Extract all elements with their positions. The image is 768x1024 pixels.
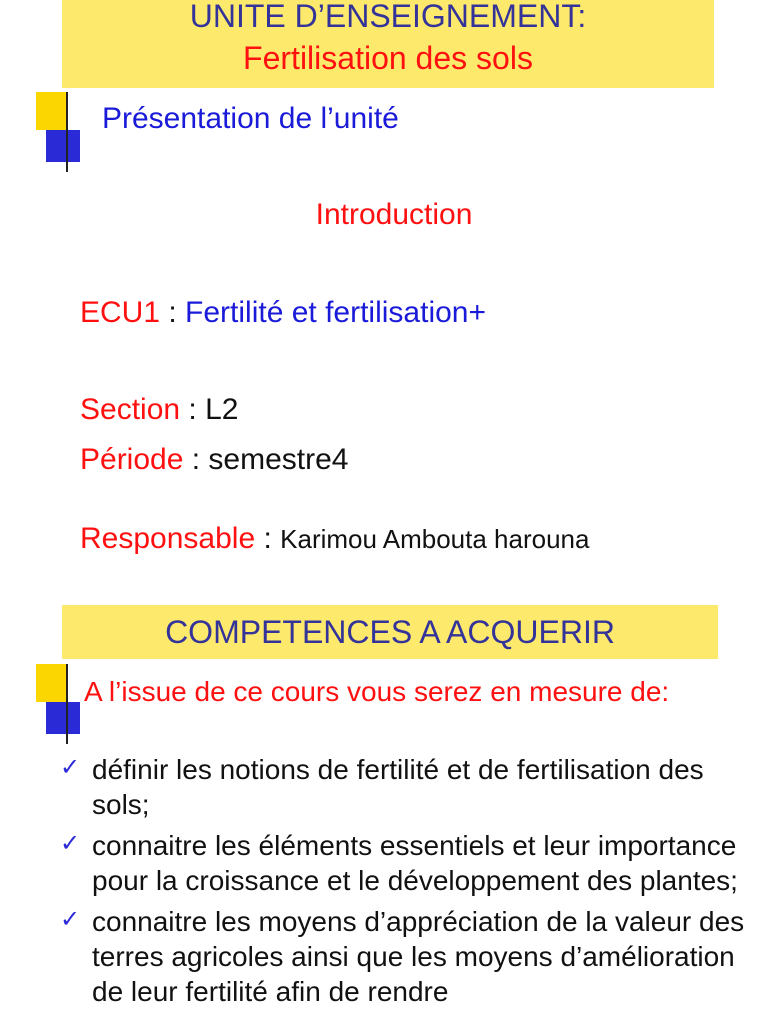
introduction-heading: Introduction	[315, 198, 473, 231]
section-label: Section	[80, 393, 181, 426]
ecu-row	[80, 296, 486, 330]
competences-banner	[62, 605, 718, 659]
yellow-square	[36, 92, 66, 130]
blue-square	[46, 130, 80, 162]
periode-row	[80, 443, 348, 477]
list-item-text: connaitre les éléments essentiels et leur importance pour la croissance et le développement des plantes;	[92, 830, 738, 896]
presentation-heading: Présentation de l’unité	[102, 102, 399, 135]
title-banner	[62, 0, 714, 88]
vertical-line	[66, 92, 68, 172]
list-item	[60, 752, 750, 822]
responsable-separator: :	[255, 522, 281, 555]
section-separator: :	[180, 393, 206, 426]
check-icon: ✓	[60, 905, 81, 933]
yellow-square	[36, 664, 66, 702]
vertical-line	[66, 664, 68, 744]
responsable-label: Responsable	[80, 522, 256, 555]
list-item-text: définir les notions de fertilité et de fertilisation des sols;	[92, 754, 704, 820]
square-bullet-icon	[36, 664, 88, 744]
ecu-value: Fertilité et fertilisation+	[185, 296, 486, 329]
ecu-separator: :	[160, 296, 186, 329]
section-row	[80, 393, 238, 427]
competences-intro: A l’issue de ce cours vous serez en mesure de:	[84, 676, 670, 707]
periode-label: Période	[80, 443, 184, 476]
responsable-value: Karimou Ambouta harouna	[280, 524, 590, 554]
ecu-label: ECU1	[80, 296, 161, 329]
square-bullet-icon	[36, 92, 88, 172]
periode-separator: :	[183, 443, 209, 476]
list-item-text: connaitre les moyens d’appréciation de la valeur des terres agricoles ainsi que les moyens d’amélioration de leur fertilité afin de rendre	[92, 906, 745, 1007]
list-item	[60, 828, 750, 898]
check-icon: ✓	[60, 753, 81, 781]
responsable-row	[80, 522, 589, 556]
periode-value: semestre4	[208, 443, 349, 476]
list-item	[60, 904, 750, 1009]
unit-heading: UNITE D’ENSEIGNEMENT:	[189, 0, 587, 34]
competences-title: COMPETENCES A ACQUERIR	[165, 614, 615, 650]
blue-square	[46, 702, 80, 734]
section-value: L2	[205, 393, 239, 426]
check-icon: ✓	[60, 829, 81, 857]
unit-title: Fertilisation des sols	[243, 40, 533, 76]
competences-list	[60, 752, 750, 1015]
